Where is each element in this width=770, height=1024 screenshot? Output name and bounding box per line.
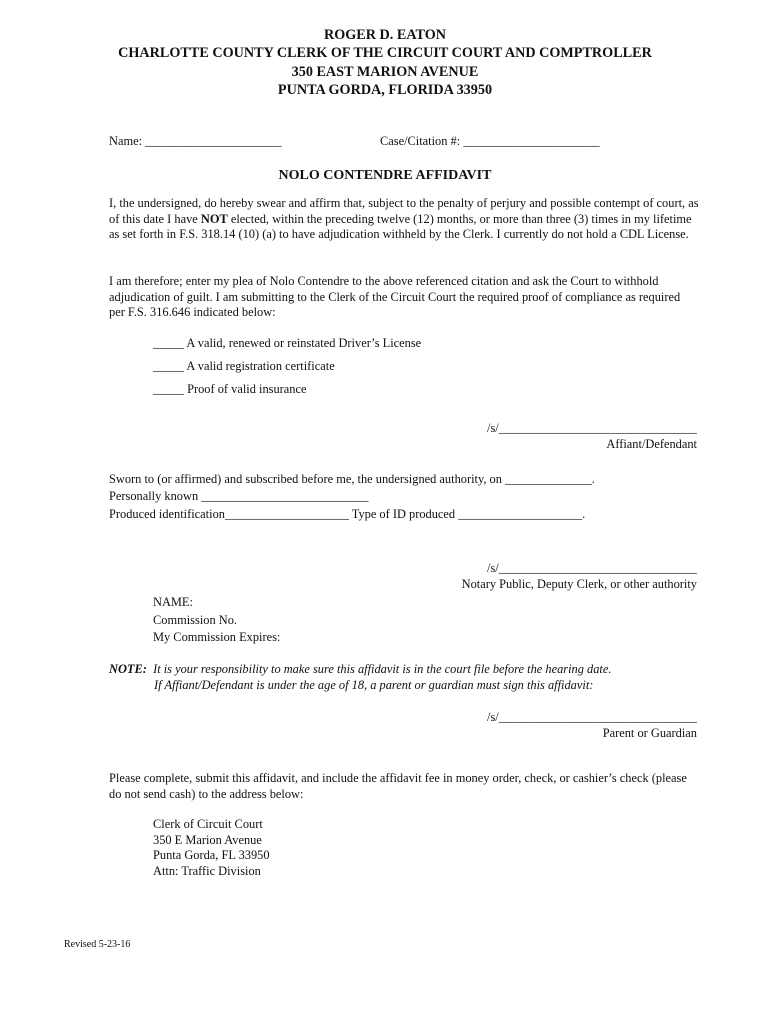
header-name: ROGER D. EATON: [323, 27, 447, 43]
affirmation-text-2: elected, within the preceding twelve (12) months, or more than three (3) times in my lifetime as set forth in F.S. 318.14 (10) (a) to have adjudication withheld by the Clerk. I currently do not hold a CDL License.: [109, 211, 692, 242]
instructions-text: Please complete, submit this affidavit, and include the affidavit fee in money order, check, or cashier’s check (please do not send cash) to the address below:: [109, 771, 687, 801]
mailing-address: [153, 817, 270, 879]
header-city: PUNTA GORDA, FLORIDA 33950: [277, 82, 493, 99]
note-block: [109, 662, 611, 693]
note-label: NOTE:: [109, 662, 147, 676]
sworn-line-2: Personally known ___________________________: [109, 489, 369, 503]
plea-text: I am therefore; enter my plea of Nolo Contendre to the above referenced citation and ask the Court to withhold adjudication of guilt. I am submitting to the Clerk of the Circuit Court the required proof of compliance as required per F.S. 316.646 indicated below:: [109, 274, 681, 320]
affiant-signature-label: Affiant/Defendant: [606, 437, 697, 451]
notary-signature-line: /s/________________________________: [487, 561, 697, 575]
checklist-item: [153, 382, 307, 398]
affirmation-text-1: I, the undersigned, do hereby swear and affirm that, subject to the penalty of perjury and possible contempt of court, as of this date I have: [109, 196, 699, 226]
checklist-blank: _____: [153, 336, 184, 350]
commission-number-label: Commission No.: [153, 612, 237, 627]
address-line-3: Punta Gorda, FL 33950: [153, 848, 270, 863]
name-label: Name:: [109, 134, 143, 148]
checklist-item: [153, 359, 335, 375]
case-blank: ______________________: [463, 134, 600, 148]
header-street: 350 EAST MARION AVENUE: [291, 63, 479, 80]
case-label: Case/Citation #:: [380, 134, 461, 148]
checklist-label: A valid registration certificate: [186, 359, 335, 373]
notary-fields: [153, 595, 280, 646]
address-line-1: Clerk of Circuit Court: [153, 817, 263, 831]
sworn-line-3: Produced identification____________________ Type of ID produced ____________________.: [109, 507, 586, 521]
note-line-1: It is your responsibility to make sure this affidavit is in the court file before the hearing date.: [153, 662, 612, 676]
notary-name-label: NAME:: [153, 595, 193, 609]
address-line-2: 350 E Marion Avenue: [153, 832, 262, 847]
document-title: NOLO CONTENDRE AFFIDAVIT: [278, 168, 492, 183]
instructions-paragraph: [109, 771, 699, 802]
plea-paragraph: [109, 274, 699, 321]
revision-date: Revised 5-23-16: [64, 939, 131, 950]
checklist-label: Proof of valid insurance: [187, 382, 307, 396]
note-line-2: If Affiant/Defendant is under the age of 18, a parent or guardian must sign this affidavit:: [154, 677, 594, 692]
notary-signature-label: Notary Public, Deputy Clerk, or other authority: [461, 577, 697, 591]
guardian-signature-label: Parent or Guardian: [602, 726, 697, 740]
affirmation-bold: NOT: [200, 211, 228, 226]
case-field-row: [380, 134, 600, 150]
checklist-label: A valid, renewed or reinstated Driver’s License: [186, 336, 422, 350]
checklist-blank: _____: [153, 359, 184, 373]
document-header: [0, 26, 770, 100]
checklist-blank: _____: [153, 382, 184, 396]
commission-expires-label: My Commission Expires:: [153, 630, 281, 645]
name-field-row: [109, 134, 281, 150]
sworn-line-1: Sworn to (or affirmed) and subscribed before me, the undersigned authority, on ______________.: [109, 472, 595, 486]
name-blank: ______________________: [145, 134, 282, 148]
header-office: CHARLOTTE COUNTY CLERK OF THE CIRCUIT COURT AND COMPTROLLER: [118, 45, 652, 62]
affirmation-paragraph: [109, 196, 699, 243]
affiant-signature-line: /s/________________________________: [487, 421, 697, 435]
checklist-item: [153, 336, 421, 352]
guardian-signature-line: /s/________________________________: [487, 710, 697, 724]
address-line-4: Attn: Traffic Division: [153, 863, 261, 878]
